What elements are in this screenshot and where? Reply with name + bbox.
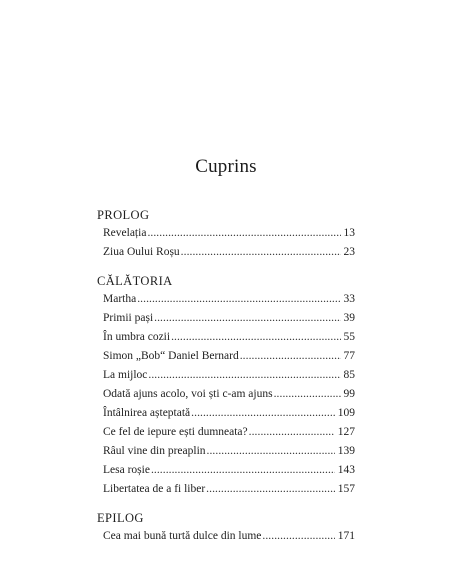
toc-entry[interactable] — [97, 243, 355, 262]
dot-leader — [154, 309, 340, 328]
entry-page-number: 33 — [343, 293, 355, 305]
dot-leader — [148, 366, 340, 385]
dot-leader — [262, 527, 334, 546]
entry-title: Ce fel de iepure ești dumneata? — [103, 426, 248, 438]
dot-leader — [147, 224, 340, 243]
entry-page-number: 99 — [343, 388, 355, 400]
entry-title: Cea mai bună turtă dulce din lume — [103, 530, 262, 542]
dot-leader — [274, 385, 341, 404]
entry-title: Martha — [103, 293, 137, 305]
page-title: Cuprins — [195, 156, 257, 177]
entry-list — [97, 290, 355, 499]
toc-section-prolog — [97, 206, 355, 262]
section-heading: PROLOG — [97, 208, 150, 222]
toc-entry[interactable] — [97, 480, 355, 499]
toc-entry[interactable] — [97, 224, 355, 243]
toc-entry[interactable] — [97, 527, 355, 546]
entry-title: În umbra cozii — [103, 331, 171, 343]
entry-title: Odată ajuns acolo, voi ști c-am ajuns — [103, 388, 273, 400]
entry-title: Simon „Bob“ Daniel Bernard — [103, 350, 239, 362]
dot-leader — [249, 423, 335, 442]
dot-leader — [240, 347, 341, 366]
section-spacer — [97, 499, 355, 509]
dot-leader — [181, 243, 341, 262]
toc-entry[interactable] — [97, 461, 355, 480]
entry-page-number: 171 — [337, 530, 355, 542]
entry-title: Întâlnirea așteptată — [103, 407, 191, 419]
dot-leader — [207, 442, 335, 461]
entry-title: Ziua Oului Roșu — [103, 246, 180, 258]
toc-section-calatoria — [97, 272, 355, 499]
entry-list — [97, 527, 355, 546]
entry-title: Revelația — [103, 227, 147, 239]
entry-title: Râul vine din preaplin — [103, 445, 206, 457]
entry-page-number: 109 — [337, 407, 355, 419]
dot-leader — [191, 404, 335, 423]
entry-title: La mijloc — [103, 369, 148, 381]
toc-entry[interactable] — [97, 385, 355, 404]
entry-page-number: 55 — [343, 331, 355, 343]
entry-title: Primii pași — [103, 312, 154, 324]
toc-entry[interactable] — [97, 423, 355, 442]
dot-leader — [206, 480, 335, 499]
entry-page-number: 23 — [343, 246, 355, 258]
entry-page-number: 77 — [343, 350, 355, 362]
entry-title: Lesa roșie — [103, 464, 150, 476]
toc-entry[interactable] — [97, 366, 355, 385]
section-heading: EPILOG — [97, 511, 144, 525]
toc-entry[interactable] — [97, 347, 355, 366]
table-of-contents — [97, 206, 355, 546]
toc-entry[interactable] — [97, 309, 355, 328]
entry-page-number: 127 — [337, 426, 355, 438]
dot-leader — [151, 461, 335, 480]
toc-entry[interactable] — [97, 442, 355, 461]
section-spacer — [97, 262, 355, 272]
entry-page-number: 157 — [337, 483, 355, 495]
entry-page-number: 13 — [343, 227, 355, 239]
section-heading: CĂLĂTORIA — [97, 274, 173, 288]
entry-page-number: 85 — [343, 369, 355, 381]
entry-page-number: 139 — [337, 445, 355, 457]
entry-page-number: 39 — [343, 312, 355, 324]
toc-section-epilog — [97, 509, 355, 546]
dot-leader — [137, 290, 340, 309]
entry-list — [97, 224, 355, 262]
dot-leader — [171, 328, 340, 347]
entry-title: Libertatea de a fi liber — [103, 483, 206, 495]
toc-entry[interactable] — [97, 290, 355, 309]
toc-entry[interactable] — [97, 328, 355, 347]
toc-entry[interactable] — [97, 404, 355, 423]
entry-page-number: 143 — [337, 464, 355, 476]
